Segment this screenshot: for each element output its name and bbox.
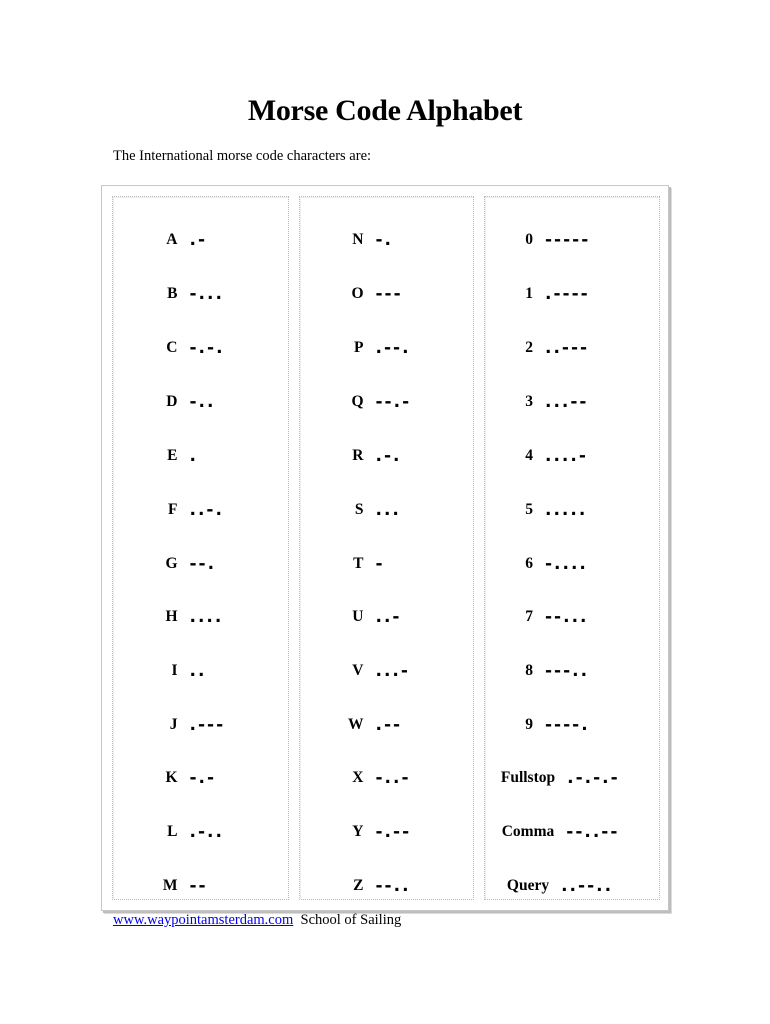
character-label: B xyxy=(167,285,178,302)
morse-row xyxy=(485,429,659,483)
character-label: 7 xyxy=(525,608,533,625)
morse-code: -... xyxy=(189,284,224,304)
morse-code: .-- xyxy=(375,715,403,735)
morse-code: .-.. xyxy=(189,822,224,842)
morse-code: .-. xyxy=(375,446,402,466)
morse-row xyxy=(485,213,659,267)
character-label: G xyxy=(165,555,178,572)
morse-code: -.-. xyxy=(189,338,225,358)
morse-code: -.-- xyxy=(375,822,412,842)
morse-code: .. xyxy=(189,661,207,681)
character-label: U xyxy=(352,608,364,625)
character-label: Z xyxy=(353,877,364,894)
morse-code: --.. xyxy=(375,876,411,896)
morse-code: ...-- xyxy=(545,392,589,412)
character-label: F xyxy=(168,501,178,518)
morse-row xyxy=(485,375,659,429)
morse-row xyxy=(113,644,288,698)
morse-code: ..... xyxy=(545,500,588,520)
morse-row xyxy=(113,267,288,321)
morse-row xyxy=(113,375,288,429)
character-label: O xyxy=(351,285,364,302)
character-label: 4 xyxy=(525,447,533,464)
character-label: X xyxy=(352,769,364,786)
morse-code: --... xyxy=(545,607,589,627)
morse-row xyxy=(113,859,288,913)
morse-row xyxy=(485,267,659,321)
character-label: D xyxy=(166,393,178,410)
morse-code: --- xyxy=(375,284,403,304)
morse-code: -.... xyxy=(545,554,588,574)
character-label: I xyxy=(171,662,178,679)
website-link[interactable]: www.waypointamsterdam.com xyxy=(113,912,294,928)
morse-row xyxy=(485,644,659,698)
morse-row xyxy=(300,429,473,483)
morse-row xyxy=(113,698,288,752)
morse-row xyxy=(300,537,473,591)
character-label: 6 xyxy=(525,555,533,572)
morse-row xyxy=(113,805,288,859)
character-label: 2 xyxy=(525,339,533,356)
morse-code: - xyxy=(375,554,385,574)
character-label: M xyxy=(162,877,178,894)
morse-table xyxy=(101,185,669,911)
morse-row xyxy=(485,321,659,375)
character-label: Y xyxy=(352,823,364,840)
page-title: Morse Code Alphabet xyxy=(247,94,523,127)
morse-row xyxy=(300,859,473,913)
morse-code: .---- xyxy=(545,284,590,304)
morse-row xyxy=(113,429,288,483)
morse-code: -.- xyxy=(189,768,217,788)
character-label: P xyxy=(354,339,364,356)
character-label: W xyxy=(348,716,364,733)
morse-code: ...- xyxy=(375,661,410,681)
morse-row xyxy=(113,483,288,537)
morse-code: ----- xyxy=(545,230,591,250)
morse-row xyxy=(300,644,473,698)
intro-text: The International morse code characters are: xyxy=(113,148,372,164)
morse-row xyxy=(300,213,473,267)
column-letters-n-z xyxy=(299,196,474,900)
morse-row xyxy=(113,590,288,644)
morse-row xyxy=(300,590,473,644)
morse-code: ... xyxy=(375,500,401,520)
footer-text: School of Sailing xyxy=(300,912,402,928)
morse-code: -.. xyxy=(189,392,216,412)
character-label: N xyxy=(352,231,364,248)
morse-code: .- xyxy=(189,230,208,250)
morse-row xyxy=(300,483,473,537)
column-letters-a-m xyxy=(112,196,289,900)
morse-row xyxy=(300,267,473,321)
morse-row xyxy=(485,483,659,537)
morse-row xyxy=(485,590,659,644)
morse-row xyxy=(300,375,473,429)
morse-row xyxy=(113,321,288,375)
morse-row xyxy=(113,537,288,591)
character-label: H xyxy=(165,608,178,625)
morse-row xyxy=(485,751,659,805)
morse-row xyxy=(300,805,473,859)
character-label: 9 xyxy=(525,716,533,733)
morse-code: --.- xyxy=(375,392,412,412)
morse-row xyxy=(113,751,288,805)
character-label: A xyxy=(166,231,178,248)
morse-code: -- xyxy=(189,876,208,896)
morse-row xyxy=(485,805,659,859)
morse-code: .--- xyxy=(189,715,226,735)
morse-code: .-.-.- xyxy=(567,768,620,788)
morse-code: . xyxy=(189,446,198,466)
morse-code: ..-. xyxy=(189,500,224,520)
character-label: R xyxy=(352,447,364,464)
character-label: T xyxy=(353,555,364,572)
morse-row xyxy=(300,321,473,375)
character-label: 0 xyxy=(525,231,533,248)
character-label: 8 xyxy=(525,662,533,679)
morse-code: ..- xyxy=(375,607,402,627)
character-label: C xyxy=(166,339,178,356)
column-numbers-punctuation xyxy=(484,196,660,900)
footer xyxy=(113,912,401,929)
character-label: Query xyxy=(506,877,550,894)
morse-code: ----. xyxy=(545,715,590,735)
morse-code: --. xyxy=(189,554,217,574)
morse-row xyxy=(485,698,659,752)
character-label: E xyxy=(167,447,178,464)
morse-code: ..--- xyxy=(545,338,590,358)
character-label: Fullstop xyxy=(500,769,556,786)
character-label: 1 xyxy=(525,285,533,302)
character-label: Q xyxy=(351,393,364,410)
character-label: 3 xyxy=(525,393,533,410)
character-label: S xyxy=(354,501,364,518)
morse-code: ---.. xyxy=(545,661,590,681)
morse-row xyxy=(300,751,473,805)
morse-code: --..-- xyxy=(566,822,620,842)
character-label: L xyxy=(167,823,178,840)
morse-row xyxy=(485,859,659,913)
morse-row xyxy=(113,213,288,267)
morse-row xyxy=(485,537,659,591)
character-label: 5 xyxy=(525,501,533,518)
morse-code: -. xyxy=(375,230,394,250)
morse-code: .... xyxy=(189,607,224,627)
morse-code: -..- xyxy=(375,768,411,788)
character-label: K xyxy=(165,769,178,786)
character-label: V xyxy=(352,662,364,679)
morse-code: .--. xyxy=(375,338,411,358)
character-label: Comma xyxy=(501,823,555,840)
morse-code: ....- xyxy=(545,446,588,466)
character-label: J xyxy=(169,716,178,733)
morse-row xyxy=(300,698,473,752)
morse-code: ..--.. xyxy=(561,876,614,896)
